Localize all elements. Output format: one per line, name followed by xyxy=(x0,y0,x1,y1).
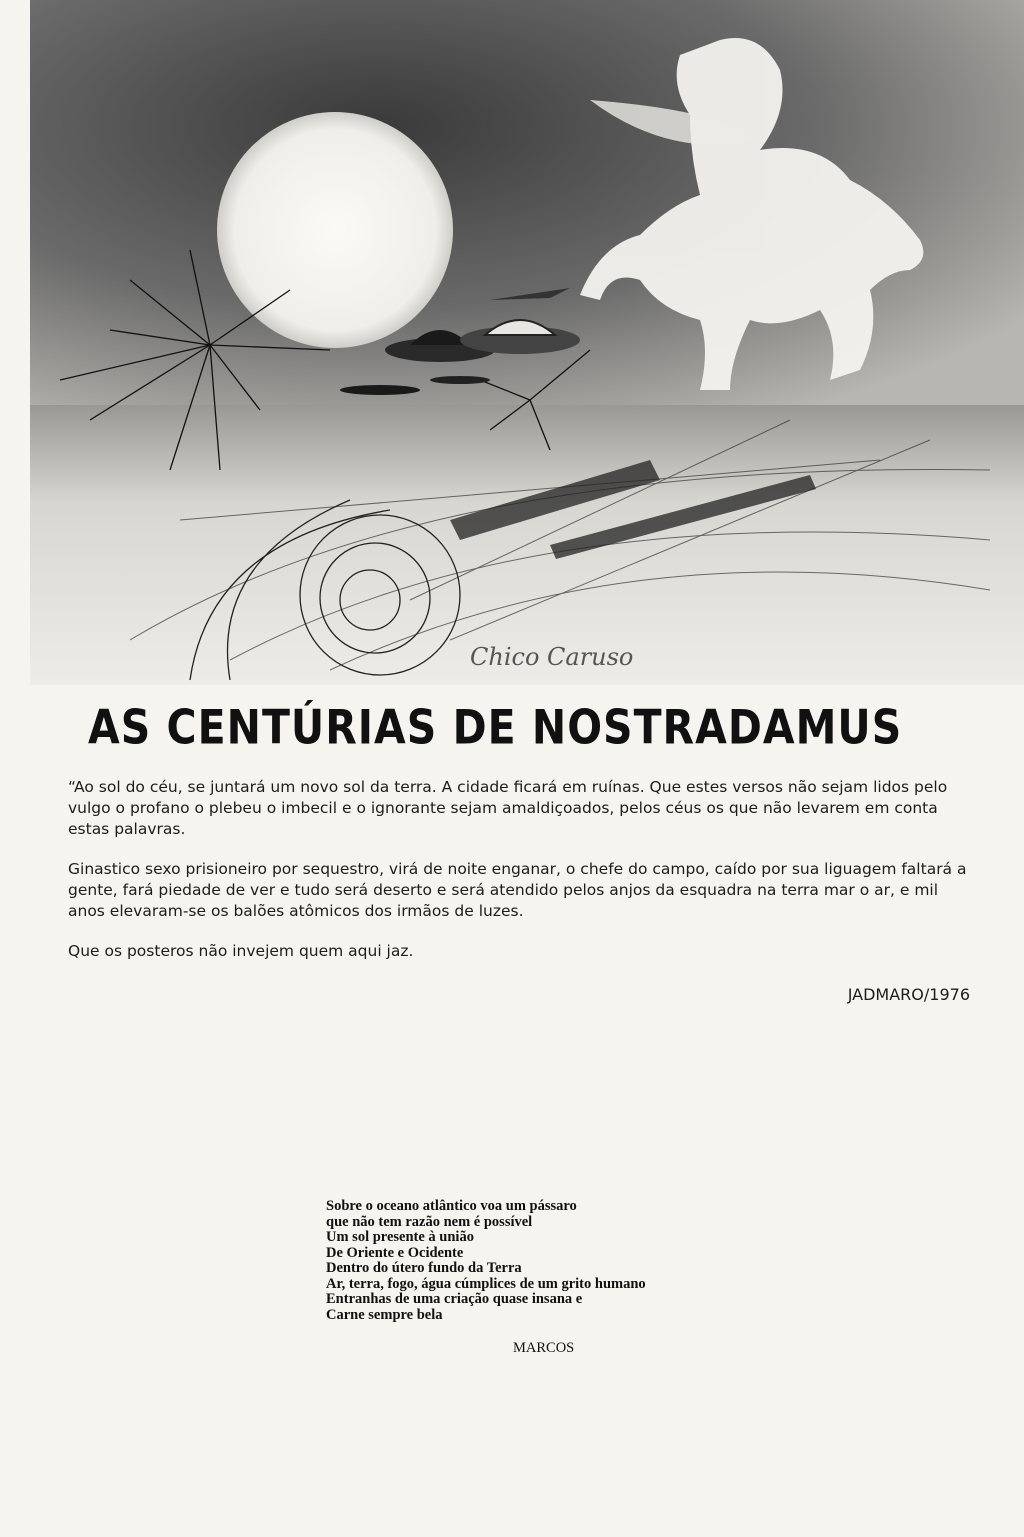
artist-signature: Chico Caruso xyxy=(470,643,634,671)
poem-line: Ar, terra, fogo, água cúmplices de um grito humano xyxy=(326,1275,646,1292)
author-signature: JADMARO/1976 xyxy=(847,985,970,1004)
cover-illustration xyxy=(30,0,1024,685)
poem-signature: MARCOS xyxy=(513,1340,575,1356)
poem-line: que não tem razão nem é possível xyxy=(326,1213,533,1230)
poem-line: Dentro do útero fundo da Terra xyxy=(326,1260,522,1276)
poem-line: De Oriente e Ocidente xyxy=(326,1244,464,1261)
poem-line: Um sol presente à união xyxy=(326,1229,474,1245)
poem xyxy=(326,1199,746,1323)
moon-shape xyxy=(217,112,453,348)
paragraph-1: “Ao sol do céu, se juntará um novo sol da terra. A cidade ficará em ruínas. Que estes versos não sejam lidos pelo vulgo o profano o plebeu o imbecil e o ignorante sejam amaldiçoados, pelos céus os que não levarem em conta estas palavras. xyxy=(68,778,948,838)
article-title: AS CENTÚRIAS DE NOSTRADAMUS xyxy=(88,700,903,756)
poem-line: Entranhas de uma criação quase insana e xyxy=(326,1291,583,1307)
paragraph-3: Que os posteros não invejem quem aqui jaz. xyxy=(68,942,414,960)
poem-line: Carne sempre bela xyxy=(326,1306,443,1323)
poem-line: Sobre o oceano atlântico voa um pássaro xyxy=(326,1198,577,1214)
paragraph-2: Ginastico sexo prisioneiro por sequestro, virá de noite enganar, o chefe do campo, caído por sua liguagem faltará a gente, fará piedade de ver e tudo será deserto e será atendido pelos anjos da esquadra na terra mar o ar, e mil anos elevaram-se os balões atômicos dos irmãos de luzes. xyxy=(68,860,967,920)
